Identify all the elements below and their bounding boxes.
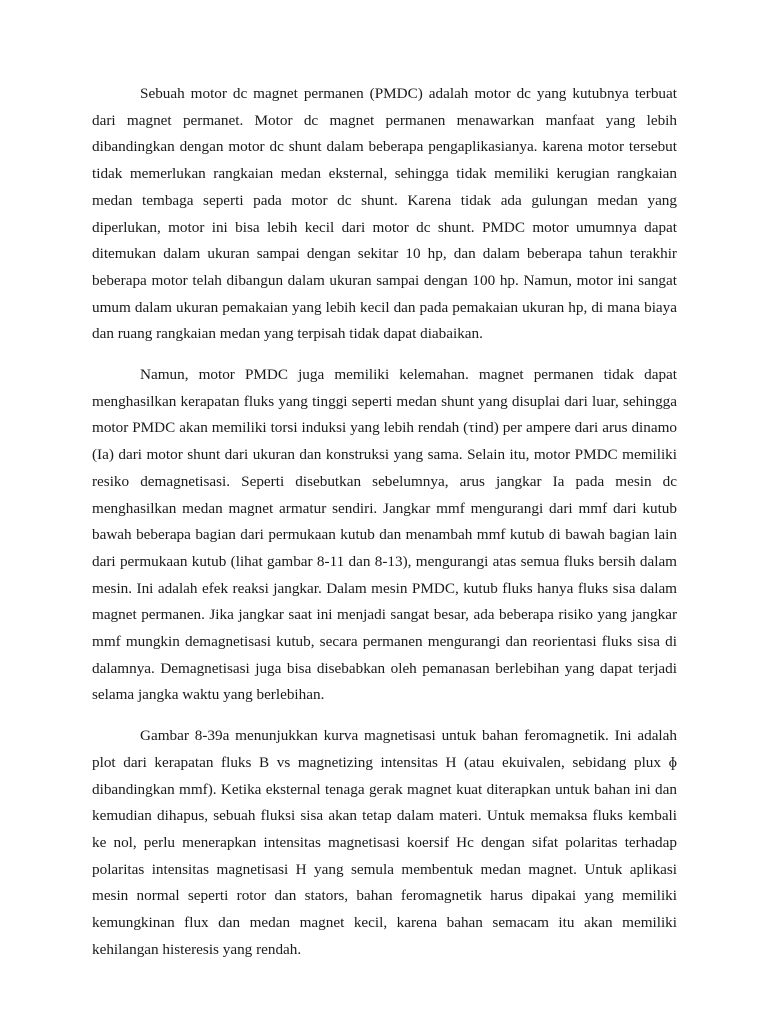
- body-text: [92, 81, 677, 978]
- paragraph-2: Namun, motor PMDC juga memiliki kelemahan. magnet permanen tidak dapat menghasilkan kerapatan fluks yang tinggi seperti medan shunt yang disuplai dari luar, sehingga motor PMDC akan memiliki torsi induksi yang lebih rendah (τind) per ampere dari arus dinamo (Ia) dari motor shunt dari ukuran dan konstruksi yang sama. Selain itu, motor PMDC memiliki resiko demagnetisasi. Seperti disebutkan sebelumnya, arus jangkar Ia pada mesin dc menghasilkan medan magnet armatur sendiri. Jangkar mmf mengurangi dari mmf dari kutub bawah beberapa bagian dari permukaan kutub dan menambah mmf kutub di bawah bagian lain dari permukaan kutub (lihat gambar 8-11 dan 8-13), mengurangi atas semua fluks bersih dalam mesin. Ini adalah efek reaksi jangkar. Dalam mesin PMDC, kutub fluks hanya fluks sisa dalam magnet permanen. Jika jangkar saat ini menjadi sangat besar, ada beberapa risiko yang jangkar mmf mungkin demagnetisasi kutub, secara permanen mengurangi dan reorientasi fluks sisa di dalamnya. Demagnetisasi juga bisa disebabkan oleh pemanasan berlebihan yang dapat terjadi selama jangka waktu yang berlebihan.: [92, 366, 677, 704]
- paragraph-3: Gambar 8-39a menunjukkan kurva magnetisasi untuk bahan feromagnetik. Ini adalah plot dari kerapatan fluks B vs magnetizing intensitas H (atau ekuivalen, sebidang plux ɸ dibandingkan mmf). Ketika eksternal tenaga gerak magnet kuat diterapkan untuk bahan ini dan kemudian dihapus, sebuah fluksi sisa akan tetap dalam materi. Untuk memaksa fluks kembali ke nol, perlu menerapkan intensitas magnetisasi koersif Hc dengan sifat polaritas terhadap polaritas intensitas magnetisasi H yang semula membentuk medan magnet. Untuk aplikasi mesin normal seperti rotor dan stators, bahan feromagnetik harus dipakai yang memiliki kemungkinan flux dan medan magnet kecil, karena bahan semacam itu akan memiliki kehilangan histeresis yang rendah.: [92, 727, 677, 958]
- paragraph-1: Sebuah motor dc magnet permanen (PMDC) adalah motor dc yang kutubnya terbuat dari magnet permanet. Motor dc magnet permanen menawarkan manfaat yang lebih dibandingkan dengan motor dc shunt dalam beberapa pengaplikasianya. karena motor tersebut tidak memerlukan rangkaian medan eksternal, sehingga tidak memiliki kerugian rangkaian medan tembaga seperti pada motor dc shunt. Karena tidak ada gulungan medan yang diperlukan, motor ini bisa lebih kecil dari motor dc shunt. PMDC motor umumnya dapat ditemukan dalam ukuran sampai dengan sekitar 10 hp, dan dalam beberapa tahun terakhir beberapa motor telah dibangun dalam ukuran sampai dengan 100 hp. Namun, motor ini sangat umum dalam ukuran pemakaian yang lebih kecil dan pada pemakaian ukuran hp, di mana biaya dan ruang rangkaian medan yang terpisah tidak dapat diabaikan.: [92, 85, 677, 343]
